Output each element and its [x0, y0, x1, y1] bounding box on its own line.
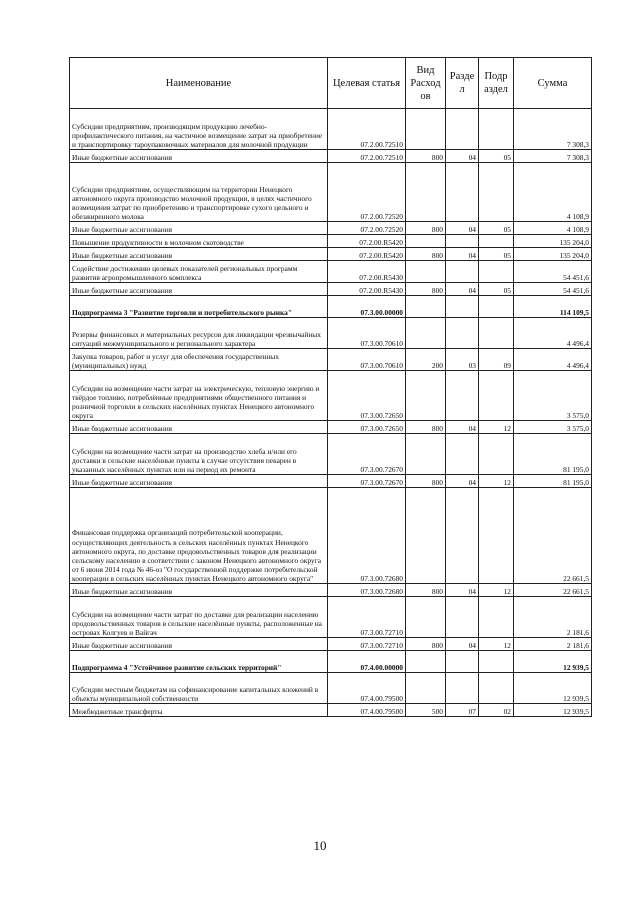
row-amount: 22 661,5	[514, 584, 592, 597]
table-row	[70, 296, 592, 318]
row-code: 07.3.00.72680	[328, 488, 406, 584]
budget-table	[69, 57, 592, 717]
table-row	[70, 163, 592, 222]
row-name: Содействие достижению целевых показателей региональных программ развития агропромышленного комплекса	[70, 261, 328, 283]
row-subsection	[479, 673, 514, 704]
table-row	[70, 638, 592, 651]
header-code: Целевая статья	[328, 58, 406, 109]
row-name: Иные бюджетные ассигнования	[70, 222, 328, 235]
row-section	[446, 488, 479, 584]
row-name: Иные бюджетные ассигнования	[70, 248, 328, 261]
row-section: 04	[446, 638, 479, 651]
row-code: 07.3.00.72710	[328, 638, 406, 651]
row-expense-type: 800	[406, 421, 446, 434]
row-expense-type: 800	[406, 248, 446, 261]
row-code: 07.3.00.72650	[328, 371, 406, 421]
row-name: Субсидии предприятиям, осуществляющим на территории Ненецкого автономного округа производство молочной продукции, в целях частичного возмещения затрат по приобретению и транспортировке сухого цельного и обезжиренного молока	[70, 163, 328, 222]
table-header-row	[70, 58, 592, 109]
row-subsection	[479, 371, 514, 421]
row-code: 07.2.00.R5420	[328, 248, 406, 261]
table-row	[70, 283, 592, 296]
row-code: 07.2.00.72510	[328, 109, 406, 150]
row-subsection: 05	[479, 248, 514, 261]
table-row	[70, 673, 592, 704]
row-expense-type	[406, 673, 446, 704]
row-expense-type: 200	[406, 349, 446, 371]
table-row	[70, 150, 592, 163]
row-amount: 12 939,5	[514, 651, 592, 673]
row-name: Иные бюджетные ассигнования	[70, 283, 328, 296]
row-code: 07.3.00.72650	[328, 421, 406, 434]
row-amount: 12 939,5	[514, 673, 592, 704]
row-expense-type	[406, 235, 446, 248]
table-row	[70, 597, 592, 638]
row-name: Иные бюджетные ассигнования	[70, 584, 328, 597]
row-expense-type	[406, 318, 446, 349]
row-code: 07.4.00.79500	[328, 673, 406, 704]
row-name: Подпрограмма 4 "Устойчивое развитие сельских территорий"	[70, 651, 328, 673]
row-code: 07.2.00.72520	[328, 163, 406, 222]
table-row	[70, 261, 592, 283]
row-code: 07.4.00.79500	[328, 704, 406, 717]
row-code: 07.2.00.72510	[328, 150, 406, 163]
row-code: 07.3.00.72670	[328, 475, 406, 488]
row-subsection	[479, 235, 514, 248]
row-expense-type: 800	[406, 475, 446, 488]
header-subsection: Подр аздел	[479, 58, 514, 109]
row-section: 04	[446, 222, 479, 235]
row-section	[446, 597, 479, 638]
row-section: 04	[446, 475, 479, 488]
row-name: Финансовая поддержка организаций потребительской кооперации, осуществляющих деятельность в сельских населённых пунктах Ненецкого автономного округа, по доставке продовольственных товаров для реализации сельскому населению в соответствии с законом Ненецкого автономного округа от 6 июня 2014 года № 46-оз "О государственной поддержке потребительской кооперации в сельских населённых пунктах Ненецкого автономного округа"	[70, 488, 328, 584]
row-amount: 4 108,9	[514, 163, 592, 222]
header-section: Разде л	[446, 58, 479, 109]
row-name: Иные бюджетные ассигнования	[70, 475, 328, 488]
table-row	[70, 475, 592, 488]
row-amount: 2 181,6	[514, 638, 592, 651]
row-subsection	[479, 651, 514, 673]
row-expense-type: 800	[406, 222, 446, 235]
table-row	[70, 704, 592, 717]
row-subsection: 02	[479, 704, 514, 717]
row-section: 07	[446, 704, 479, 717]
row-code: 07.2.00.72520	[328, 222, 406, 235]
row-section	[446, 434, 479, 475]
row-name: Субсидии местным бюджетам на софинансирование капитальных вложений в объекты муниципальной собственности	[70, 673, 328, 704]
table-row	[70, 434, 592, 475]
row-expense-type	[406, 651, 446, 673]
row-section	[446, 296, 479, 318]
row-code: 07.2.00.R5430	[328, 261, 406, 283]
row-name: Подпрограмма 3 "Развитие торговли и потребительского рынка"	[70, 296, 328, 318]
row-section: 04	[446, 248, 479, 261]
row-section	[446, 235, 479, 248]
table-row	[70, 584, 592, 597]
row-code: 07.3.00.70610	[328, 318, 406, 349]
row-code: 07.3.00.00000	[328, 296, 406, 318]
row-subsection	[479, 109, 514, 150]
row-name: Иные бюджетные ассигнования	[70, 421, 328, 434]
row-amount: 54 451,6	[514, 261, 592, 283]
table-row	[70, 651, 592, 673]
row-amount: 81 195,0	[514, 475, 592, 488]
table-row	[70, 248, 592, 261]
row-amount: 4 108,9	[514, 222, 592, 235]
row-section	[446, 673, 479, 704]
row-amount: 54 451,6	[514, 283, 592, 296]
row-section	[446, 318, 479, 349]
row-name: Иные бюджетные ассигнования	[70, 638, 328, 651]
row-section	[446, 109, 479, 150]
row-expense-type	[406, 488, 446, 584]
row-section	[446, 651, 479, 673]
row-code: 07.2.00.R5420	[328, 235, 406, 248]
row-section: 04	[446, 421, 479, 434]
table-row	[70, 222, 592, 235]
row-subsection: 12	[479, 584, 514, 597]
row-expense-type: 800	[406, 150, 446, 163]
row-subsection	[479, 163, 514, 222]
row-amount: 135 204,0	[514, 235, 592, 248]
row-amount: 22 661,5	[514, 488, 592, 584]
header-name: Наименование	[70, 58, 328, 109]
row-expense-type: 800	[406, 638, 446, 651]
row-name: Повышение продуктивности в молочном скотоводстве	[70, 235, 328, 248]
row-subsection: 12	[479, 475, 514, 488]
row-section: 04	[446, 283, 479, 296]
row-name: Субсидии на возмещение части затрат на электрическую, тепловую энергию и твёрдое топливо, потреблённые предприятиями общественного питания и розничной торговли в сельских населённых пунктах Ненецкого автономного округа	[70, 371, 328, 421]
row-amount: 81 195,0	[514, 434, 592, 475]
row-name: Межбюджетные трансферты	[70, 704, 328, 717]
row-subsection	[479, 318, 514, 349]
row-subsection: 12	[479, 421, 514, 434]
row-expense-type	[406, 109, 446, 150]
row-subsection: 05	[479, 283, 514, 296]
table-row	[70, 421, 592, 434]
row-amount: 135 204,0	[514, 248, 592, 261]
row-section: 04	[446, 584, 479, 597]
row-subsection: 12	[479, 638, 514, 651]
row-expense-type	[406, 597, 446, 638]
row-section: 04	[446, 150, 479, 163]
table-row	[70, 235, 592, 248]
row-subsection	[479, 597, 514, 638]
row-expense-type	[406, 163, 446, 222]
row-section: 03	[446, 349, 479, 371]
row-code: 07.3.00.72680	[328, 584, 406, 597]
row-code: 07.3.00.70610	[328, 349, 406, 371]
row-section	[446, 371, 479, 421]
row-amount: 3 575,0	[514, 371, 592, 421]
row-expense-type: 800	[406, 584, 446, 597]
row-section	[446, 261, 479, 283]
row-expense-type	[406, 296, 446, 318]
row-subsection: 09	[479, 349, 514, 371]
row-name: Иные бюджетные ассигнования	[70, 150, 328, 163]
row-name: Субсидии предприятиям, производящим продукцию лечебно-профилактического питания, на частичное возмещение затрат на приобретение и транспортировку тароупаковочных материалов для молочной продукции	[70, 109, 328, 150]
row-subsection	[479, 296, 514, 318]
table-body	[70, 109, 592, 717]
table-row	[70, 318, 592, 349]
row-expense-type	[406, 261, 446, 283]
row-amount: 4 496,4	[514, 349, 592, 371]
row-subsection	[479, 434, 514, 475]
header-amount: Сумма	[514, 58, 592, 109]
row-expense-type: 500	[406, 704, 446, 717]
row-amount: 3 575,0	[514, 421, 592, 434]
header-expense-type: Вид Расход ов	[406, 58, 446, 109]
row-expense-type	[406, 371, 446, 421]
row-name: Закупка товаров, работ и услуг для обеспечения государственных (муниципальных) нужд	[70, 349, 328, 371]
table-row	[70, 488, 592, 584]
row-amount: 12 939,5	[514, 704, 592, 717]
row-subsection	[479, 488, 514, 584]
page-number: 10	[313, 838, 327, 853]
row-amount: 114 109,5	[514, 296, 592, 318]
row-name: Резервы финансовых и материальных ресурсов для ликвидации чрезвычайных ситуаций межмуниципального и регионального характера	[70, 318, 328, 349]
row-amount: 7 308,3	[514, 109, 592, 150]
row-expense-type	[406, 434, 446, 475]
row-name: Субсидии на возмещение части затрат по доставке для реализации населению продовольственных товаров в сельские населённые пункты, расположенные на островах Колгуев и Вайгач	[70, 597, 328, 638]
table-row	[70, 349, 592, 371]
row-code: 07.2.00.R5430	[328, 283, 406, 296]
row-code: 07.3.00.72710	[328, 597, 406, 638]
table-row	[70, 109, 592, 150]
row-subsection: 05	[479, 222, 514, 235]
row-code: 07.4.00.00000	[328, 651, 406, 673]
row-amount: 7 308,3	[514, 150, 592, 163]
table-row	[70, 371, 592, 421]
row-code: 07.3.00.72670	[328, 434, 406, 475]
row-section	[446, 163, 479, 222]
row-subsection	[479, 261, 514, 283]
row-subsection: 05	[479, 150, 514, 163]
row-amount: 4 496,4	[514, 318, 592, 349]
row-name: Субсидии на возмещение части затрат на производство хлеба и/или его доставки в сельские населённые пункты в случае отсутствия пекарен в указанных населённых пунктах или на период их ремонта	[70, 434, 328, 475]
row-amount: 2 181,6	[514, 597, 592, 638]
row-expense-type: 800	[406, 283, 446, 296]
